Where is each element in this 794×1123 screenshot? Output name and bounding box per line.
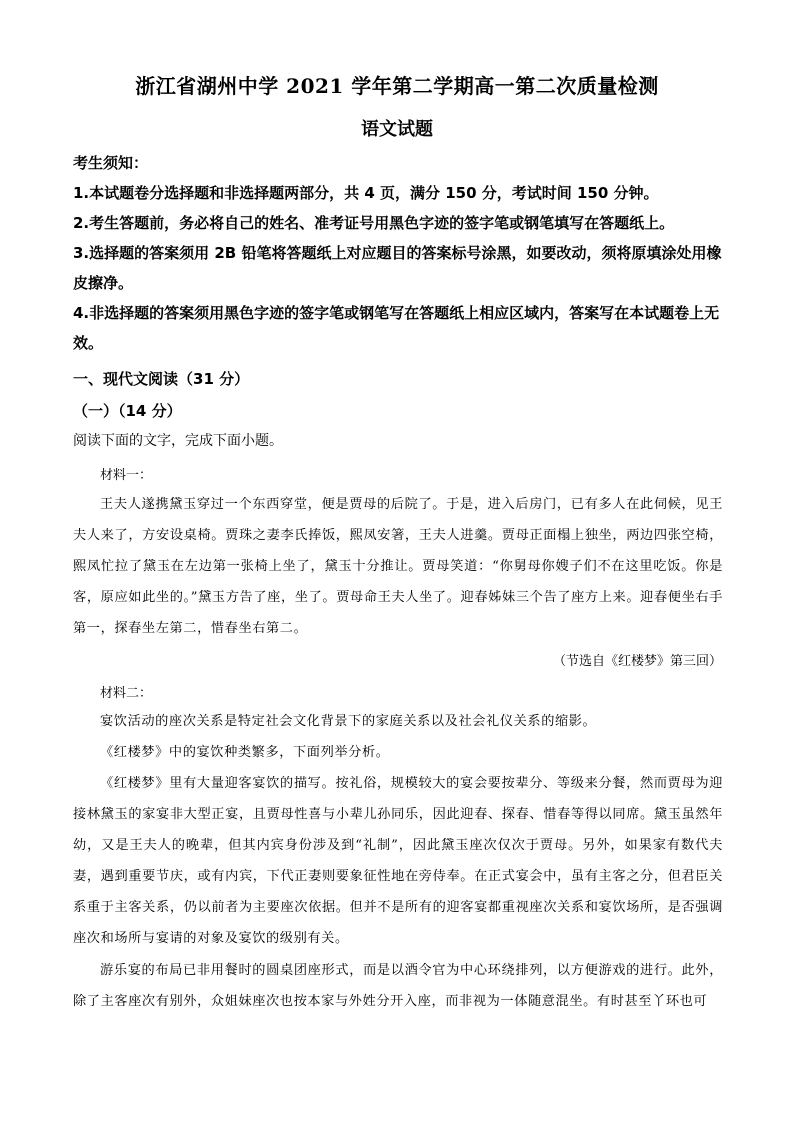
notice-item: 2.考生答题前，务必将自己的姓名、准考证号用黑色字迹的签字笔或钢笔填写在答题纸上。 — [73, 214, 675, 232]
section-heading: 一、现代文阅读（31 分） — [73, 370, 250, 388]
notice-item: 1.本试题卷分选择题和非选择题两部分，共 4 页，满分 150 分，考试时间 150 分钟。 — [73, 184, 659, 202]
material-one-source: （节选自《红楼梦》第三回） — [552, 654, 722, 669]
material-two-paragraph: 宴饮活动的座次关系是特定社会文化背景下的家庭关系以及社会礼仪关系的缩影。 — [100, 714, 597, 729]
material-two-paragraph: 《红楼梦》里有大量迎客宴饮的描写。按礼俗，规模较大的宴会要按辈分、等级来分餐，然而贾母为迎接林黛玉的家宴非大型正宴，且贾母性喜与小辈儿孙同乐，因此迎春、探春、惜春等得以同席。黛玉虽然年幼，又是王夫人的晚辈，但其内宾身份涉及到“礼制”，因此黛玉座次仅次于贾母。另外，如果家有数代夫妻，遇到重要节庆，或有内宾，下代正妻则要象征性地在旁侍奉。在正式宴会中，虽有主客之分，但君臣关系重于主客关系，仍以前者为主要座次依据。但并不是所有的迎客宴都重视座次关系和宴饮场所，是否强调座次和场所与宴请的对象及宴饮的级别有关。 — [73, 776, 723, 946]
notice-item: 3.选择题的答案须用 2B 铅笔将答题纸上对应题目的答案标号涂黑，如要改动，须将原填涂处用橡皮擦净。 — [73, 244, 722, 292]
material-one-text: 王夫人遂携黛玉穿过一个东西穿堂，便是贾母的后院了。于是，进入后房门，已有多人在此伺候，见王夫人来了，方安设桌椅。贾珠之妻李氏捧饭，熙凤安箸，王夫人进羹。贾母正面榻上独坐，两边四张空椅，熙凤忙拉了黛玉在左边第一张椅上坐了，黛玉十分推让。贾母笑道：“你舅母你嫂子们不在这里吃饭。你是客，原应如此坐的。”黛玉方告了座，坐了。贾母命王夫人坐了。迎春姊妹三个告了座方上来。迎春便坐右手第一，探春坐左第二，惜春坐右第二。 — [73, 497, 723, 636]
sub-section-heading: （一）（14 分） — [73, 402, 182, 420]
material-two-paragraph: 游乐宴的布局已非用餐时的圆桌团座形式，而是以酒令官为中心环绕排列，以方便游戏的进行。此外，除了主客座次有别外，众姐妹座次也按本家与外姓分开入座，而非视为一体随意混坐。有时甚至丫环也可 — [73, 963, 723, 1009]
notice-item: 4.非选择题的答案须用黑色字迹的签字笔或钢笔写在答题纸上相应区域内，答案写在本试题卷上无效。 — [73, 304, 720, 352]
exam-title: 浙江省湖州中学 2021 学年第二学期高一第二次质量检测 — [135, 74, 659, 98]
exam-subtitle: 语文试题 — [361, 119, 433, 140]
material-two-label: 材料二： — [100, 686, 153, 701]
material-one-label: 材料一： — [100, 468, 153, 483]
notice-heading: 考生须知： — [73, 154, 149, 172]
material-two-paragraph: 《红楼梦》中的宴饮种类繁多，下面列举分析。 — [100, 745, 390, 760]
reading-instruction: 阅读下面的文字，完成下面小题。 — [73, 433, 283, 449]
